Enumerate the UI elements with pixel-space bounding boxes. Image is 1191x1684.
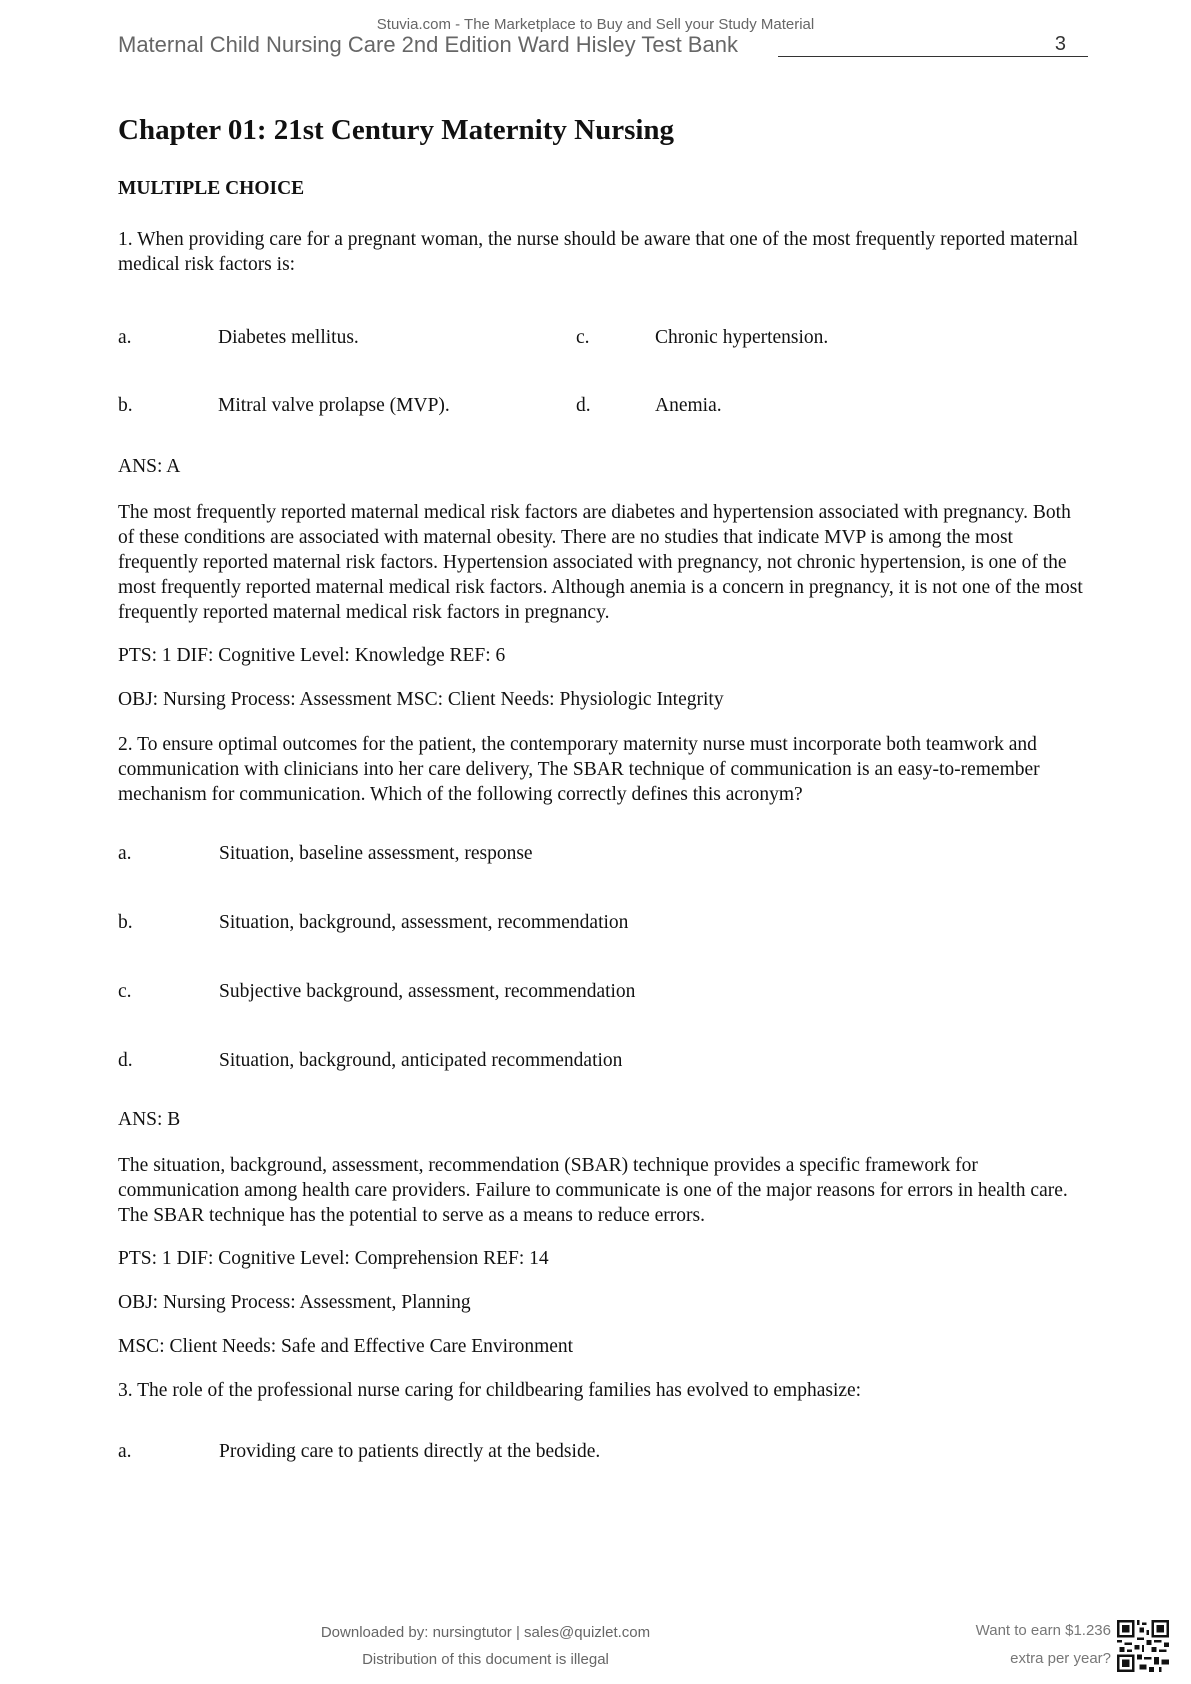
question-2-option-a bbox=[118, 841, 1088, 866]
question-1-meta-pts: PTS: 1 DIF: Cognitive Level: Knowledge REF: 6 bbox=[118, 645, 506, 666]
option-letter: c. bbox=[576, 327, 590, 348]
question-2-rationale: The situation, background, assessment, recommendation (SBAR) technique provides a specific framework for communication among health care providers. Failure to communicate is one of the major reasons for errors in health care. The SBAR technique has the potential to serve as a means to reduce errors. bbox=[118, 1155, 1068, 1226]
option-text: Situation, background, assessment, recommendation bbox=[219, 912, 629, 933]
question-3-stem: 3. The role of the professional nurse caring for childbearing families has evolved to emphasize: bbox=[118, 1380, 862, 1401]
question-3-option-a bbox=[118, 1439, 1088, 1464]
question-2-meta-pts: PTS: 1 DIF: Cognitive Level: Comprehension REF: 14 bbox=[118, 1248, 549, 1269]
promo-line-1[interactable]: Want to earn $1.236 bbox=[975, 1622, 1111, 1639]
option-letter: a. bbox=[118, 843, 132, 864]
option-text: Anemia. bbox=[655, 395, 722, 416]
document-header bbox=[118, 32, 1088, 60]
promo-line-2[interactable]: extra per year? bbox=[1010, 1650, 1111, 1667]
chapter-title: Chapter 01: 21st Century Maternity Nursing bbox=[118, 114, 675, 146]
option-letter: d. bbox=[576, 395, 591, 416]
question-1-options-row-1 bbox=[118, 325, 1088, 350]
question-2-option-d bbox=[118, 1048, 1088, 1073]
option-letter: d. bbox=[118, 1050, 133, 1071]
option-letter: a. bbox=[118, 327, 132, 348]
question-2-option-c bbox=[118, 979, 1088, 1004]
option-text: Situation, baseline assessment, response bbox=[219, 843, 533, 864]
option-text: Situation, background, anticipated recommendation bbox=[219, 1050, 623, 1071]
question-1-rationale: The most frequently reported maternal medical risk factors are diabetes and hypertension associated with pregnancy. Both of these conditions are associated with maternal obesity. There are no studies that indicate MVP is among the most frequently reported maternal risk factors. Hypertension associated with pregnancy, not chronic hypertension, is one of the most frequently reported maternal medical risk factors. Although anemia is a concern in pregnancy, it is not one of the most frequently reported maternal medical risk factors in pregnancy. bbox=[118, 502, 1083, 623]
question-2-stem: 2. To ensure optimal outcomes for the patient, the contemporary maternity nurse must incorporate both teamwork and communication with clinicians into her care delivery, The SBAR technique of communication is an easy-to-remember mechanism for communication. Which of the following correctly defines this acronym? bbox=[118, 734, 1040, 805]
question-1-meta-obj: OBJ: Nursing Process: Assessment MSC: Client Needs: Physiologic Integrity bbox=[118, 689, 724, 710]
option-letter: b. bbox=[118, 395, 133, 416]
qr-code-icon[interactable] bbox=[1117, 1620, 1169, 1672]
footer-legal-notice: Distribution of this document is illegal bbox=[362, 1651, 609, 1668]
option-letter: b. bbox=[118, 912, 133, 933]
question-2-meta-obj: OBJ: Nursing Process: Assessment, Planning bbox=[118, 1292, 471, 1313]
question-2-answer: ANS: B bbox=[118, 1109, 181, 1130]
question-2-meta-msc: MSC: Client Needs: Safe and Effective Care Environment bbox=[118, 1336, 574, 1357]
section-title: MULTIPLE CHOICE bbox=[118, 178, 305, 199]
option-text: Providing care to patients directly at the bedside. bbox=[219, 1441, 601, 1462]
option-letter: c. bbox=[118, 981, 132, 1002]
question-1-answer: ANS: A bbox=[118, 456, 181, 477]
header-rule bbox=[778, 56, 1088, 57]
option-text: Mitral valve prolapse (MVP). bbox=[218, 395, 450, 416]
question-2-option-b bbox=[118, 910, 1088, 935]
option-text: Diabetes mellitus. bbox=[218, 327, 359, 348]
page-number: 3 bbox=[1054, 33, 1066, 55]
option-letter: a. bbox=[118, 1441, 132, 1462]
question-1-options-row-2 bbox=[118, 393, 1088, 418]
option-text: Subjective background, assessment, recommendation bbox=[219, 981, 636, 1002]
question-1-stem: 1. When providing care for a pregnant woman, the nurse should be aware that one of the most frequently reported maternal medical risk factors is: bbox=[118, 229, 1079, 275]
stuvia-watermark: Stuvia.com - The Marketplace to Buy and Sell your Study Material bbox=[376, 16, 815, 33]
header-title: Maternal Child Nursing Care 2nd Edition Ward Hisley Test Bank bbox=[118, 32, 738, 57]
footer-downloaded-by: Downloaded by: nursingtutor | sales@quizlet.com bbox=[320, 1624, 651, 1641]
page-content bbox=[118, 112, 1088, 1508]
option-text: Chronic hypertension. bbox=[655, 327, 829, 348]
